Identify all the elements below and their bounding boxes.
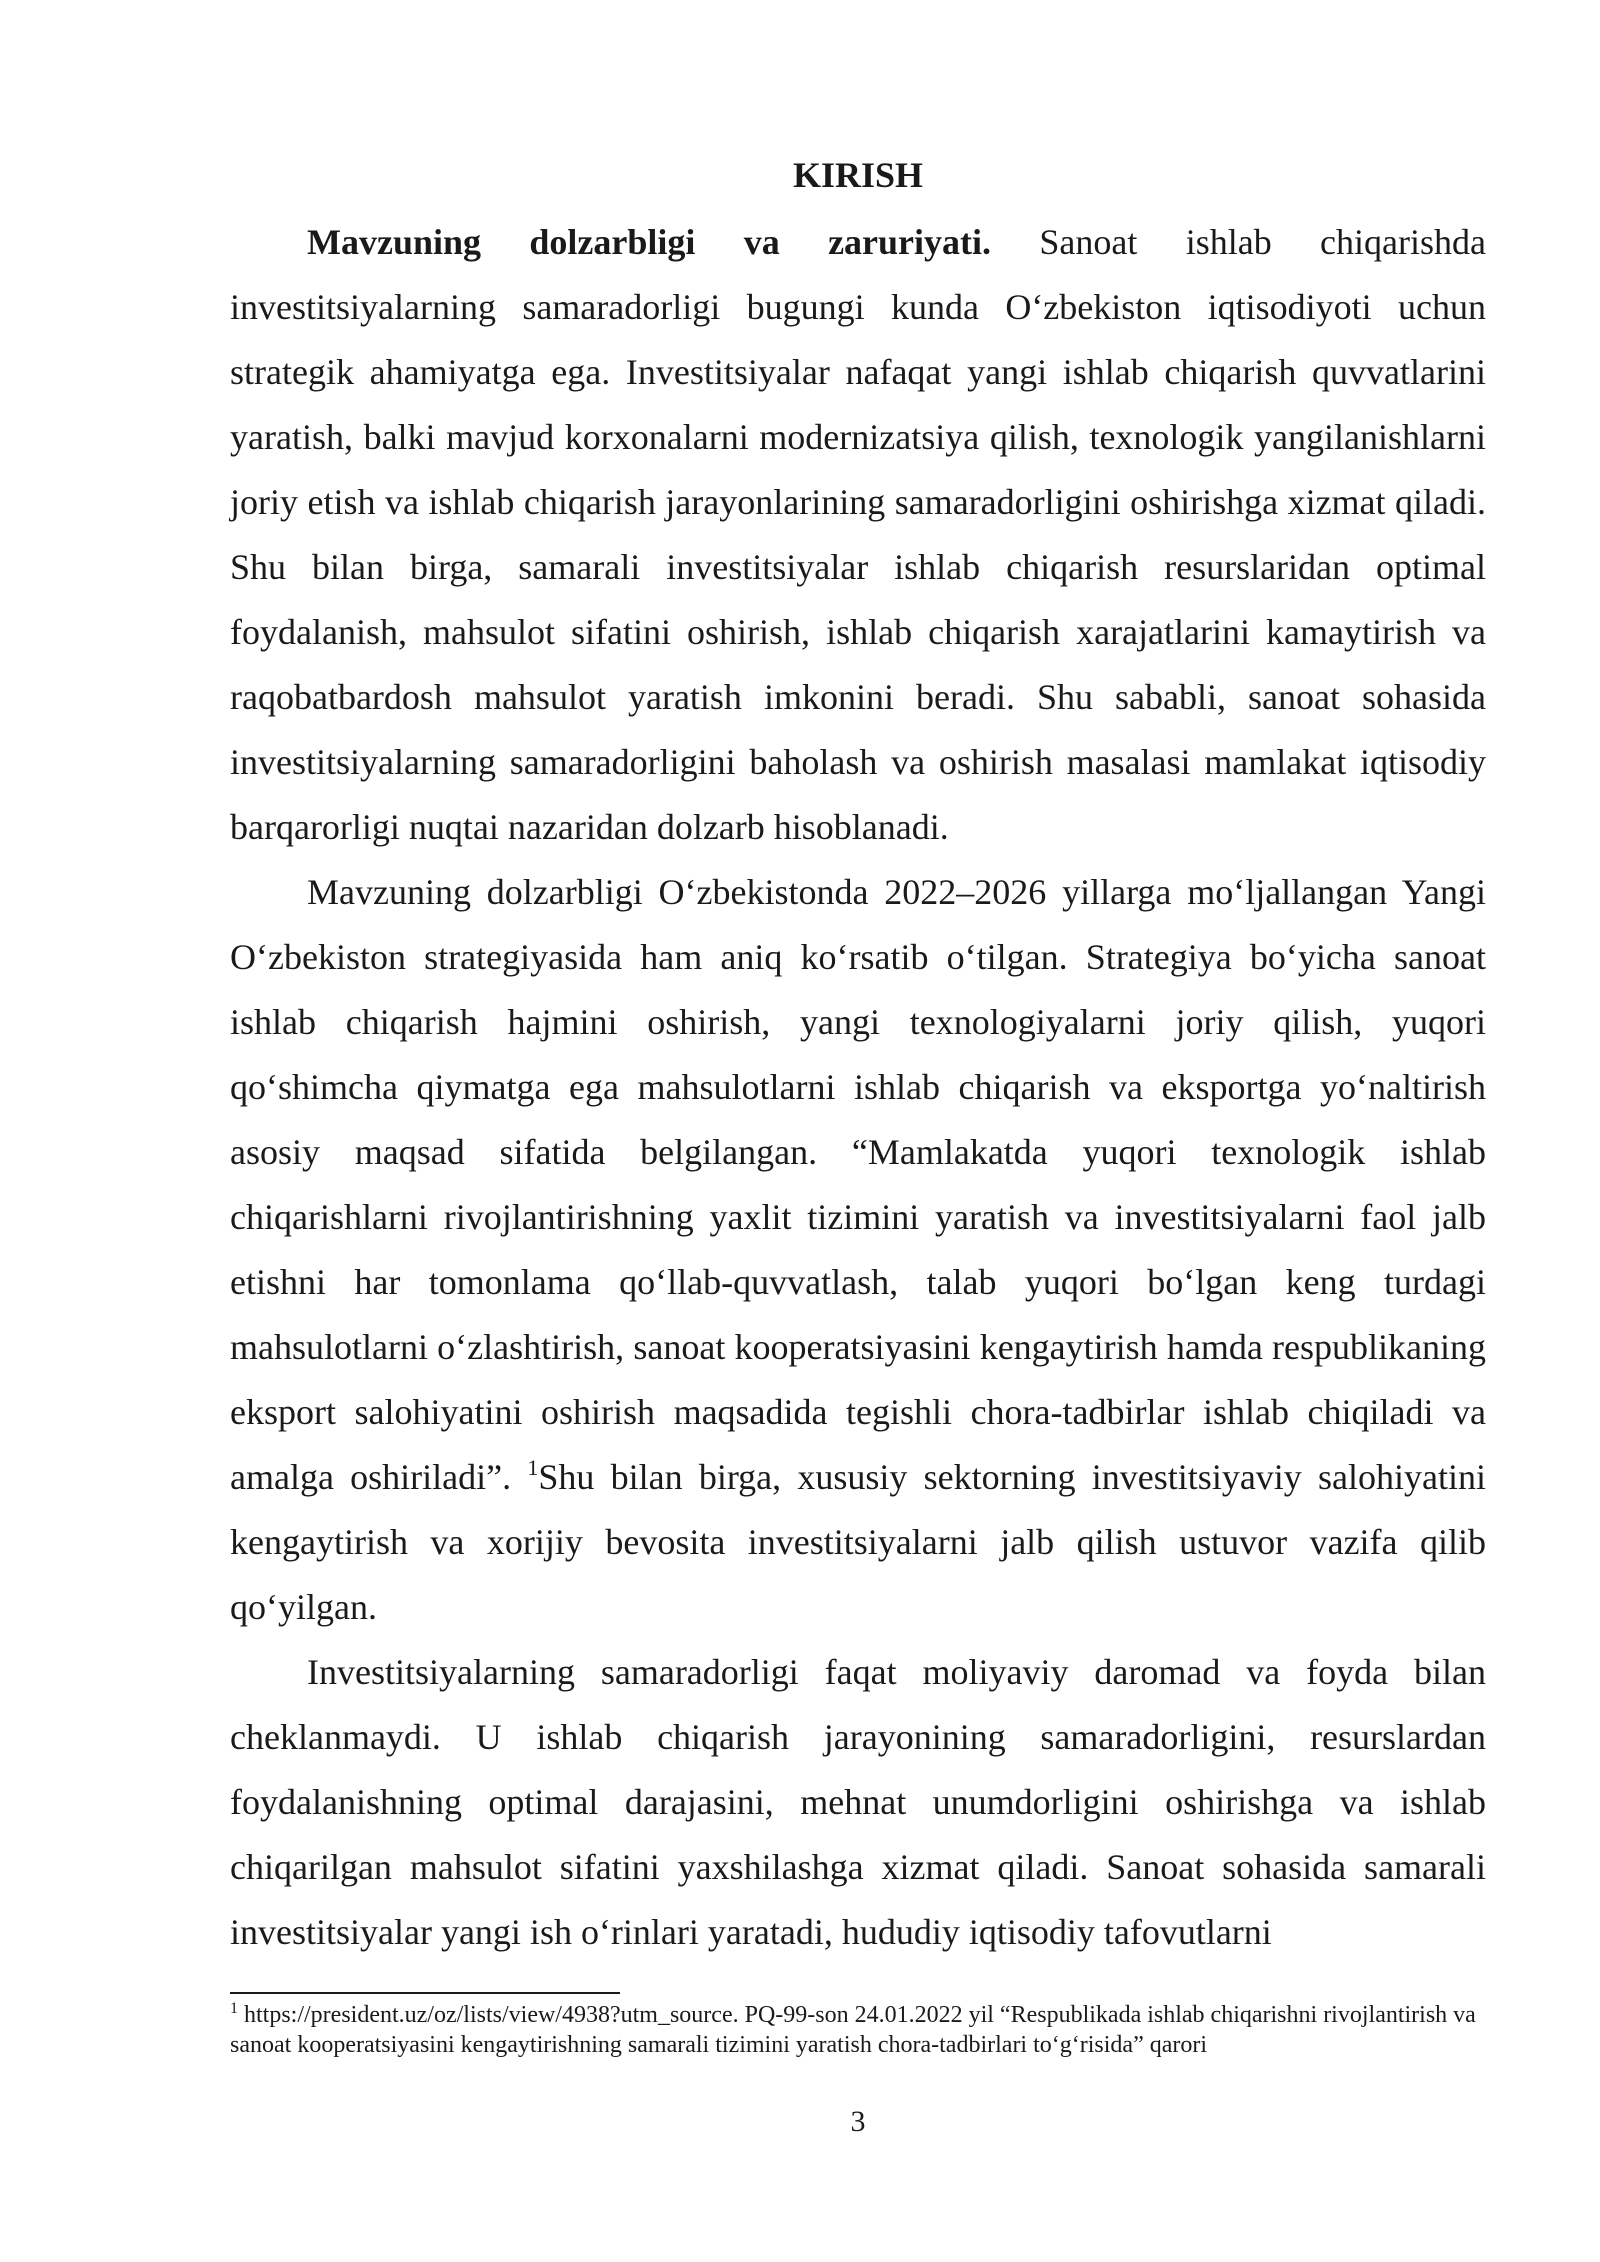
footnote-reference[interactable]: 1 [527, 1455, 539, 1480]
body-text [230, 210, 1486, 1965]
paragraph-text: Shu bilan birga, xususiy sektorning investitsiyaviy salohiyatini kengaytirish va xorijiy bevosita investitsiyalarni jalb qilish ustuvor vazifa qilib qo‘yilgan. [230, 1457, 1486, 1627]
paragraph-text: Sanoat ishlab chiqarishda investitsiyalarning samaradorligi bugungi kunda O‘zbekiston iqtisodiyoti uchun strategik ahamiyatga ega. Investitsiyalar nafaqat yangi ishlab chiqarish quvvatlarini yaratish, balki mavjud korxonalarni modernizatsiya qilish, texnologik yangilanishlarni joriy etish va ishlab chiqarish jarayonlarining samaradorligini oshirishga xizmat qiladi. Shu bilan birga, samarali investitsiyalar ishlab chiqarish resurslaridan optimal foydalanish, mahsulot sifatini oshirish, ishlab chiqarish xarajatlarini kamaytirish va raqobatbardosh mahsulot yaratish imkonini beradi. Shu sababli, sanoat sohasida investitsiyalarning samaradorligini baholash va oshirish masalasi mamlakat iqtisodiy barqarorligi nuqtai nazaridan dolzarb hisoblanadi. [230, 222, 1486, 847]
paragraph-3 [230, 1640, 1486, 1965]
paragraph-text: Investitsiyalarning samaradorligi faqat moliyaviy daromad va foyda bilan cheklanmaydi. U ishlab chiqarish jarayonining samaradorligini, resurslardan foydalanishning optimal darajasini, mehnat unumdorligini oshirishga va ishlab chiqarilgan mahsulot sifatini yaxshilashga xizmat qiladi. Sanoat sohasida samarali investitsiyalar yangi ish o‘rinlari yaratadi, hududiy iqtisodiy tafovutlarni [230, 1652, 1486, 1952]
paragraph-text: Mavzuning dolzarbligi O‘zbekistonda 2022–2026 yillarga mo‘ljallangan Yangi O‘zbekiston strategiyasida ham aniq ko‘rsatib o‘tilgan. Strategiya bo‘yicha sanoat ishlab chiqarish hajmini oshirish, yangi texnologiyalarni joriy qilish, yuqori qo‘shimcha qiymatga ega mahsulotlarni ishlab chiqarish va eksportga yo‘naltirish asosiy maqsad sifatida belgilangan. “Mamlakatda yuqori texnologik ishlab chiqarishlarni rivojlantirishning yaxlit tizimini yaratish va investitsiyalarni faol jalb etishni har tomonlama qo‘llab-quvvatlash, talab yuqori bo‘lgan keng turdagi mahsulotlarni o‘zlashtirish, sanoat kooperatsiyasini kengaytirish hamda respublikaning eksport salohiyatini oshirish maqsadida tegishli chora-tadbirlar ishlab chiqiladi va amalga oshiriladi”. [230, 872, 1486, 1497]
paragraph-lead: Mavzuning dolzarbligi va zaruriyati. [307, 222, 992, 262]
footnote [230, 2000, 1486, 2060]
footnote-number: 1 [230, 2000, 238, 2017]
footnote-text: https://president.uz/oz/lists/view/4938?utm_source. PQ-99-son 24.01.2022 yil “Respublikada ishlab chiqarishni rivojlantirish va sanoat kooperatsiyasini kengaytirishning samarali tizimini yaratish chora-tadbirlari to‘g‘risida” qarori [230, 2002, 1476, 2058]
paragraph-1 [230, 210, 1486, 860]
section-heading: KIRISH [792, 155, 924, 195]
footnote-separator [230, 1992, 620, 1994]
paragraph-2 [230, 860, 1486, 1640]
page-number: 3 [850, 2105, 866, 2138]
